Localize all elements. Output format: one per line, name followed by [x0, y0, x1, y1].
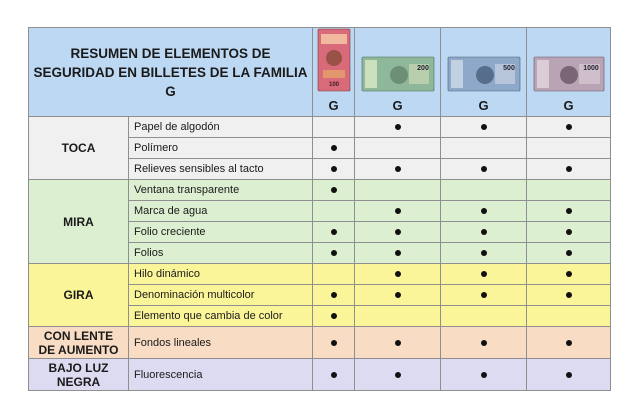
mark-cell-note-4: [527, 327, 611, 359]
feature-present-dot-icon: [481, 340, 487, 346]
table-header: [29, 28, 611, 117]
mark-cell-note-1: [313, 138, 355, 159]
banknote-1000-image: [533, 56, 605, 92]
feature-present-dot-icon: [331, 340, 337, 346]
mark-cell-note-1: [313, 264, 355, 285]
security-table-wrapper: [28, 27, 611, 391]
banknote-column-3: [441, 28, 527, 117]
category-label: MIRA: [63, 214, 94, 229]
mark-cell-note-2: [355, 180, 441, 201]
mark-cell-note-3: [441, 285, 527, 306]
mark-cell-note-1: [313, 243, 355, 264]
table-row: [29, 117, 611, 138]
mark-cell-note-4: [527, 306, 611, 327]
mark-cell-note-3: [441, 117, 527, 138]
category-cell: [29, 180, 129, 264]
table-title-text: RESUMEN DE ELEMENTOS DE SEGURIDAD EN BILLETES DE LA FAMILIA G: [33, 45, 308, 99]
feature-cell: [129, 264, 313, 285]
feature-present-dot-icon: [481, 229, 487, 235]
mark-cell-note-2: [355, 327, 441, 359]
note-2-label: 200: [416, 65, 429, 72]
feature-present-dot-icon: [395, 166, 401, 172]
mark-cell-note-4: [527, 243, 611, 264]
banknote-100-image: [317, 28, 351, 92]
feature-present-dot-icon: [566, 166, 572, 172]
feature-present-dot-icon: [395, 250, 401, 256]
mark-cell-note-1: [313, 159, 355, 180]
feature-cell: [129, 285, 313, 306]
banknote-column-4: [527, 28, 611, 117]
mark-cell-note-2: [355, 222, 441, 243]
category-label: CON LENTE DE AUMENTO: [38, 328, 119, 357]
feature-present-dot-icon: [395, 372, 401, 378]
feature-label: Relieves sensibles al tacto: [134, 163, 264, 175]
feature-present-dot-icon: [395, 208, 401, 214]
mark-cell-note-2: [355, 159, 441, 180]
table-row: [29, 180, 611, 201]
banknote-1-letter: G: [328, 98, 339, 113]
mark-cell-note-1: [313, 306, 355, 327]
mark-cell-note-3: [441, 306, 527, 327]
feature-present-dot-icon: [566, 292, 572, 298]
banknote-2-letter: G: [392, 98, 403, 113]
banknote-4-letter: G: [563, 98, 574, 113]
category-cell: [29, 264, 129, 327]
note-4-label: 1000: [582, 65, 599, 72]
header-row: [29, 28, 611, 117]
feature-label: Ventana transparente: [134, 184, 240, 196]
mark-cell-note-1: [313, 117, 355, 138]
feature-present-dot-icon: [566, 271, 572, 277]
feature-label: Polímero: [134, 142, 179, 154]
mark-cell-note-3: [441, 222, 527, 243]
mark-cell-note-1: [313, 327, 355, 359]
banknote-200-image: [361, 56, 435, 92]
mark-cell-note-3: [441, 264, 527, 285]
feature-present-dot-icon: [331, 229, 337, 235]
table-row: [29, 359, 611, 391]
feature-present-dot-icon: [566, 372, 572, 378]
feature-cell: [129, 327, 313, 359]
feature-present-dot-icon: [566, 124, 572, 130]
feature-label: Folios: [134, 247, 164, 259]
feature-present-dot-icon: [481, 166, 487, 172]
feature-label: Fondos lineales: [134, 336, 212, 349]
feature-cell: [129, 201, 313, 222]
banknote-column-1: [313, 28, 355, 117]
table-title: [29, 28, 313, 117]
mark-cell-note-4: [527, 159, 611, 180]
mark-cell-note-3: [441, 201, 527, 222]
mark-cell-note-3: [441, 327, 527, 359]
table-row: [29, 327, 611, 359]
mark-cell-note-2: [355, 243, 441, 264]
mark-cell-note-4: [527, 201, 611, 222]
feature-present-dot-icon: [331, 187, 337, 193]
feature-label: Hilo dinámico: [134, 268, 201, 280]
table-body: [29, 117, 611, 391]
feature-cell: [129, 359, 313, 391]
mark-cell-note-3: [441, 359, 527, 391]
mark-cell-note-2: [355, 264, 441, 285]
mark-cell-note-1: [313, 201, 355, 222]
feature-present-dot-icon: [395, 229, 401, 235]
feature-label: Denominación multicolor: [134, 289, 255, 301]
security-features-table: [28, 27, 611, 391]
mark-cell-note-4: [527, 117, 611, 138]
table-row: [29, 264, 611, 285]
banknote-column-2: [355, 28, 441, 117]
feature-present-dot-icon: [566, 229, 572, 235]
feature-label: Fluorescencia: [134, 368, 203, 381]
feature-present-dot-icon: [481, 250, 487, 256]
feature-cell: [129, 138, 313, 159]
feature-present-dot-icon: [395, 292, 401, 298]
feature-present-dot-icon: [566, 250, 572, 256]
feature-present-dot-icon: [331, 292, 337, 298]
category-cell: [29, 327, 129, 359]
mark-cell-note-3: [441, 159, 527, 180]
category-label: TOCA: [61, 141, 96, 155]
banknote-3-letter: G: [478, 98, 489, 113]
category-label: BAJO LUZ NEGRA: [48, 360, 109, 389]
mark-cell-note-4: [527, 264, 611, 285]
category-label: GIRA: [63, 288, 94, 302]
feature-present-dot-icon: [395, 124, 401, 130]
feature-present-dot-icon: [566, 340, 572, 346]
feature-cell: [129, 222, 313, 243]
feature-present-dot-icon: [331, 166, 337, 172]
mark-cell-note-3: [441, 180, 527, 201]
mark-cell-note-3: [441, 138, 527, 159]
mark-cell-note-2: [355, 306, 441, 327]
feature-label: Folio creciente: [134, 226, 206, 238]
mark-cell-note-2: [355, 359, 441, 391]
feature-present-dot-icon: [331, 145, 337, 151]
mark-cell-note-3: [441, 243, 527, 264]
feature-cell: [129, 243, 313, 264]
feature-present-dot-icon: [481, 208, 487, 214]
mark-cell-note-4: [527, 138, 611, 159]
feature-present-dot-icon: [331, 313, 337, 319]
feature-present-dot-icon: [395, 271, 401, 277]
mark-cell-note-1: [313, 285, 355, 306]
category-cell: [29, 117, 129, 180]
feature-present-dot-icon: [481, 292, 487, 298]
feature-present-dot-icon: [481, 271, 487, 277]
mark-cell-note-4: [527, 222, 611, 243]
mark-cell-note-4: [527, 359, 611, 391]
note-1-label: 100: [328, 82, 339, 88]
mark-cell-note-2: [355, 117, 441, 138]
category-cell: [29, 359, 129, 391]
feature-present-dot-icon: [331, 250, 337, 256]
mark-cell-note-2: [355, 285, 441, 306]
mark-cell-note-1: [313, 180, 355, 201]
feature-cell: [129, 180, 313, 201]
feature-cell: [129, 159, 313, 180]
feature-label: Marca de agua: [134, 205, 208, 217]
feature-present-dot-icon: [331, 372, 337, 378]
mark-cell-note-1: [313, 222, 355, 243]
mark-cell-note-2: [355, 201, 441, 222]
feature-present-dot-icon: [395, 340, 401, 346]
mark-cell-note-2: [355, 138, 441, 159]
feature-present-dot-icon: [481, 124, 487, 130]
mark-cell-note-1: [313, 359, 355, 391]
feature-label: Elemento que cambia de color: [134, 310, 283, 322]
feature-present-dot-icon: [481, 372, 487, 378]
banknote-500-image: [447, 56, 521, 92]
feature-cell: [129, 117, 313, 138]
feature-label: Papel de algodón: [134, 121, 220, 133]
mark-cell-note-4: [527, 285, 611, 306]
mark-cell-note-4: [527, 180, 611, 201]
note-3-label: 500: [502, 65, 515, 72]
feature-present-dot-icon: [566, 208, 572, 214]
feature-cell: [129, 306, 313, 327]
